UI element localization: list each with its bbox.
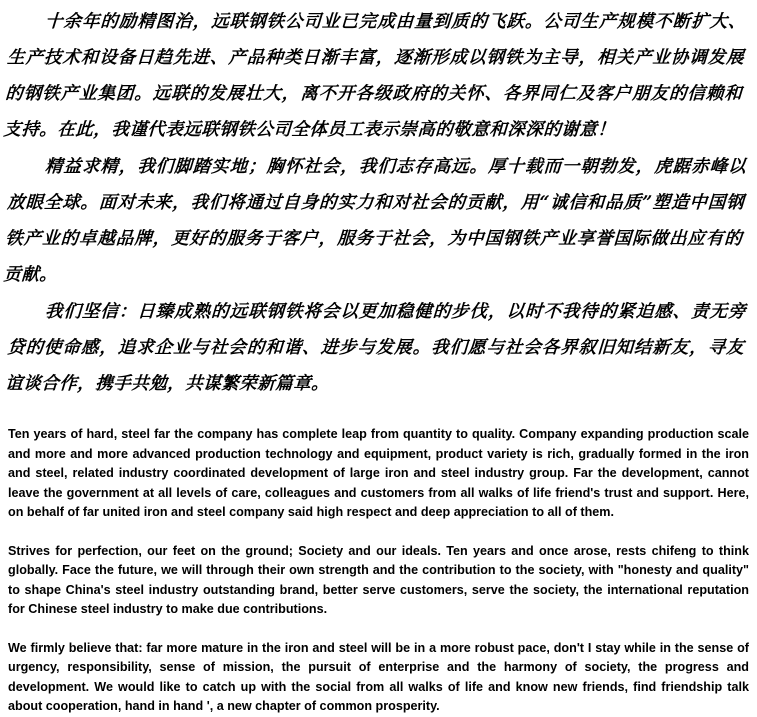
chinese-paragraph-1: 十余年的励精图治，远联钢铁公司业已完成由量到质的飞跃。公司生产规模不断扩大、生产技术和设备日趋先进、产品种类日渐丰富，逐渐形成以钢铁为主导，相关产业协调发展的钢铁产业集团。远联的发展壮大，离不开各级政府的关怀、各界同仁及客户朋友的信赖和支持。在此，我谨代表远联钢铁公司全体员工表示崇高的敬意和深深的谢意！	[2, 12, 747, 140]
english-paragraph-3: We firmly believe that: far more mature in the iron and steel will be in a more robust pace, don't I stay while in the sense of urgency, responsibility, sense of mission, the pursuit of enterprise and the harmony of society, the progress and development. We would like to catch up with the social from all walks of life and know new friends, find friendship talk about cooperation, hand in hand ', a new chapter of common prosperity.	[8, 640, 749, 713]
english-text-block	[0, 403, 757, 717]
english-paragraph-2: Strives for perfection, our feet on the ground; Society and our ideals. Ten years and once arose, rests chifeng to think globally. Face the future, we will through their own strength and the contribution to the society, with "honesty and quality" to shape China's steel industry outstanding brand, better serve customers, serve the society, the international reputation for Chinese steel industry to make due contributions.	[8, 543, 749, 616]
english-paragraph-1: Ten years of hard, steel far the company has complete leap from quantity to quality. Company expanding production scale and more and more advanced production technology and equipment, product variety is rich, gradually formed in the iron and steel, related industry coordinated development of large iron and steel industry group. Far the development, cannot leave the government at all levels of care, colleagues and customers from all walks of life friend's trust and support. Here, on behalf of far united iron and steel company said high respect and deep appreciation to all of them.	[8, 427, 749, 519]
chinese-paragraph-3: 我们坚信：日臻成熟的远联钢铁将会以更加稳健的步伐，以时不我待的紧迫感、责无旁贷的使命感，追求企业与社会的和谐、进步与发展。我们愿与社会各界叙旧知结新友，寻友谊谈合作，携手共勉，共谋繁荣新篇章。	[4, 302, 747, 394]
chinese-paragraph-2: 精益求精，我们脚踏实地；胸怀社会，我们志存高远。厚十载而一朝勃发，虎踞赤峰以放眼全球。面对未来，我们将通过自身的实力和对社会的贡献，用“诚信和品质”塑造中国钢铁产业的卓越品牌，更好的服务于客户，服务于社会，为中国钢铁产业享誉国际做出应有的贡献。	[2, 157, 747, 285]
